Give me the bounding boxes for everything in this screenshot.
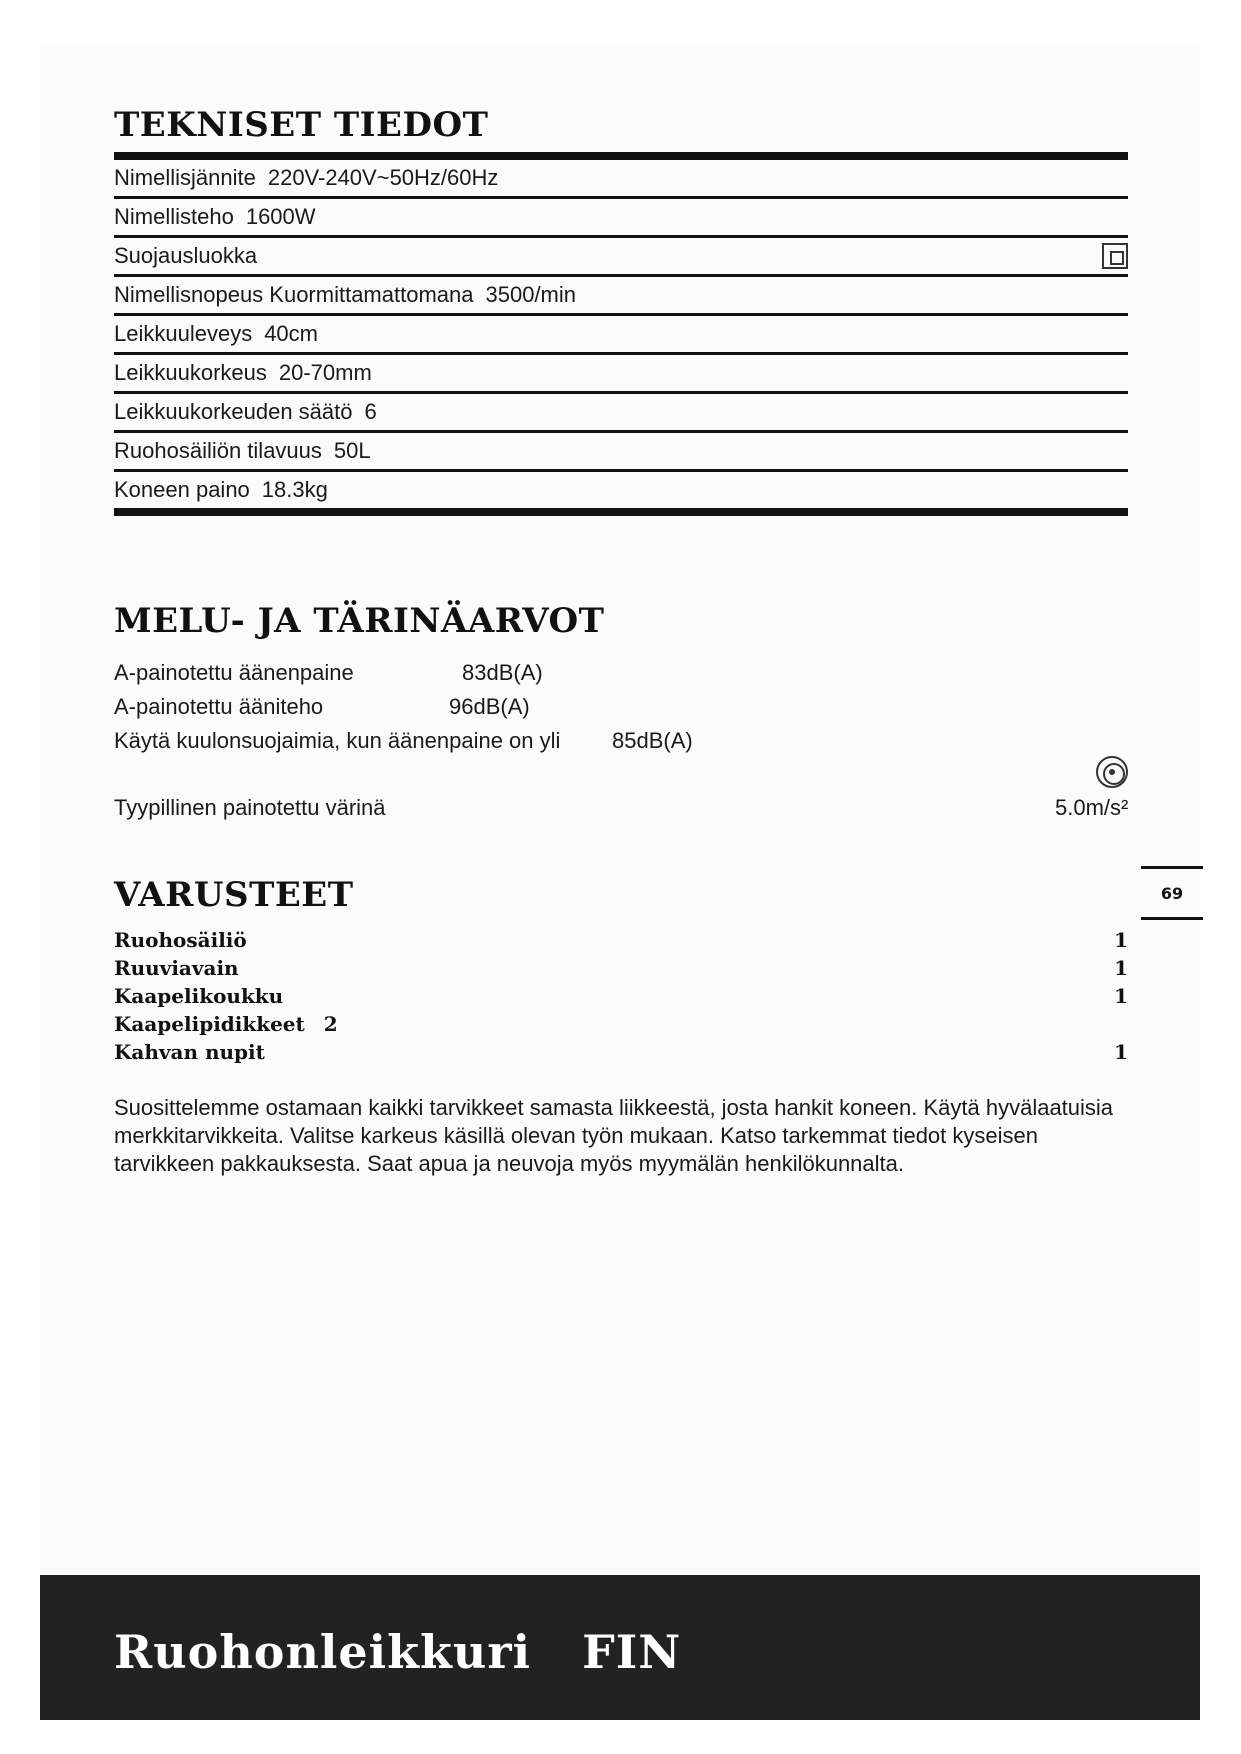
accessory-name: Ruuviavain bbox=[114, 956, 239, 980]
sound-power-value: 96dB(A) bbox=[449, 694, 530, 719]
spec-value: 18.3kg bbox=[261, 477, 328, 502]
spec-label: Nimellisnopeus Kuormittamattomana bbox=[114, 282, 474, 307]
vibration-label: Tyypillinen painotettu värinä bbox=[114, 795, 386, 820]
accessory-qty: 1 bbox=[1114, 1040, 1128, 1064]
ear-protection-value: 85dB(A) bbox=[612, 728, 693, 753]
spec-label: Nimellisteho bbox=[114, 204, 234, 229]
sound-pressure-value: 83dB(A) bbox=[462, 660, 543, 685]
spec-row-protection-class bbox=[114, 238, 1128, 277]
spec-row-weight bbox=[114, 472, 1128, 516]
recommendation-paragraph: Suosittelemme ostamaan kaikki tarvikkeet samasta liikkeestä, josta hankit koneen. Käytä hyvälaatuisia merkkitarvikkeita. Valitse karkeus käsillä olevan työn mukaan. Katso tarkemmat tiedot kyseisen tarvikkeen pakkauksesta. Saat apua ja neuvoja myös myymälän henkilökunnalta. bbox=[114, 1095, 1114, 1176]
class-ii-double-insulation-icon bbox=[1102, 243, 1128, 269]
sound-pressure-label: A-painotettu äänenpaine bbox=[114, 660, 354, 685]
page-number-text: 69 bbox=[1160, 883, 1184, 903]
spec-value: 3500/min bbox=[485, 282, 577, 307]
page-number bbox=[1141, 866, 1203, 920]
spec-label: Leikkuukorkeuden säätö bbox=[114, 399, 353, 424]
spec-row-voltage bbox=[114, 160, 1128, 199]
list-item bbox=[114, 954, 1128, 982]
accessory-qty: 1 bbox=[1114, 928, 1128, 952]
spec-label: Nimellisjännite bbox=[114, 165, 256, 190]
accessory-qty: 2 bbox=[323, 1012, 338, 1036]
accessories-list bbox=[114, 926, 1128, 1066]
spec-row-cutting-height bbox=[114, 355, 1128, 394]
noise-heading: MELU- JA TÄRINÄARVOT bbox=[114, 601, 605, 641]
spec-label: Ruohosäiliön tilavuus bbox=[114, 438, 322, 463]
spec-value: 1600W bbox=[245, 204, 316, 229]
spec-row-height-adjustment bbox=[114, 394, 1128, 433]
accessory-name: Kahvan nupit bbox=[114, 1040, 265, 1064]
accessory-name: Ruohosäiliö bbox=[114, 928, 247, 952]
accessory-qty: 1 bbox=[1114, 956, 1128, 980]
spec-value: 220V-240V~50Hz/60Hz bbox=[267, 165, 499, 190]
spec-value: 20-70mm bbox=[278, 360, 372, 385]
list-item bbox=[114, 1038, 1128, 1066]
accessories-heading: VARUSTEET bbox=[114, 875, 354, 915]
accessory-qty: 1 bbox=[1114, 984, 1128, 1008]
list-item bbox=[114, 982, 1128, 1010]
footer-title bbox=[114, 1625, 681, 1679]
spec-value: 6 bbox=[364, 399, 377, 424]
accessory-name: Kaapelipidikkeet bbox=[114, 1012, 305, 1036]
spec-label: Leikkuuleveys bbox=[114, 321, 253, 346]
spec-row-cutting-width bbox=[114, 316, 1128, 355]
specs-table-top-rule bbox=[114, 152, 1128, 160]
ear-protection-icon bbox=[1096, 756, 1128, 788]
accessory-name: Kaapelikoukku bbox=[114, 984, 284, 1008]
specs-heading: TEKNISET TIEDOT bbox=[114, 105, 489, 145]
vibration-value: 5.0m/s² bbox=[1055, 795, 1129, 820]
list-item bbox=[114, 926, 1128, 954]
spec-label: Suojausluokka bbox=[114, 243, 258, 268]
spec-row-grass-box-capacity bbox=[114, 433, 1128, 472]
footer-bar bbox=[40, 1575, 1200, 1720]
footer-language: FIN bbox=[582, 1625, 682, 1679]
specs-table bbox=[114, 152, 1128, 516]
footer-product: Ruohonleikkuri bbox=[114, 1625, 532, 1679]
spec-label: Koneen paino bbox=[114, 477, 250, 502]
spec-row-no-load-speed bbox=[114, 277, 1128, 316]
spec-row-power bbox=[114, 199, 1128, 238]
sound-power-label: A-painotettu ääniteho bbox=[114, 694, 324, 719]
ear-protection-text: Käytä kuulonsuojaimia, kun äänenpaine on yli bbox=[114, 728, 561, 753]
spec-value: 50L bbox=[333, 438, 371, 463]
spec-value: 40cm bbox=[264, 321, 318, 346]
spec-label: Leikkuukorkeus bbox=[114, 360, 267, 385]
list-item bbox=[114, 1010, 1128, 1038]
